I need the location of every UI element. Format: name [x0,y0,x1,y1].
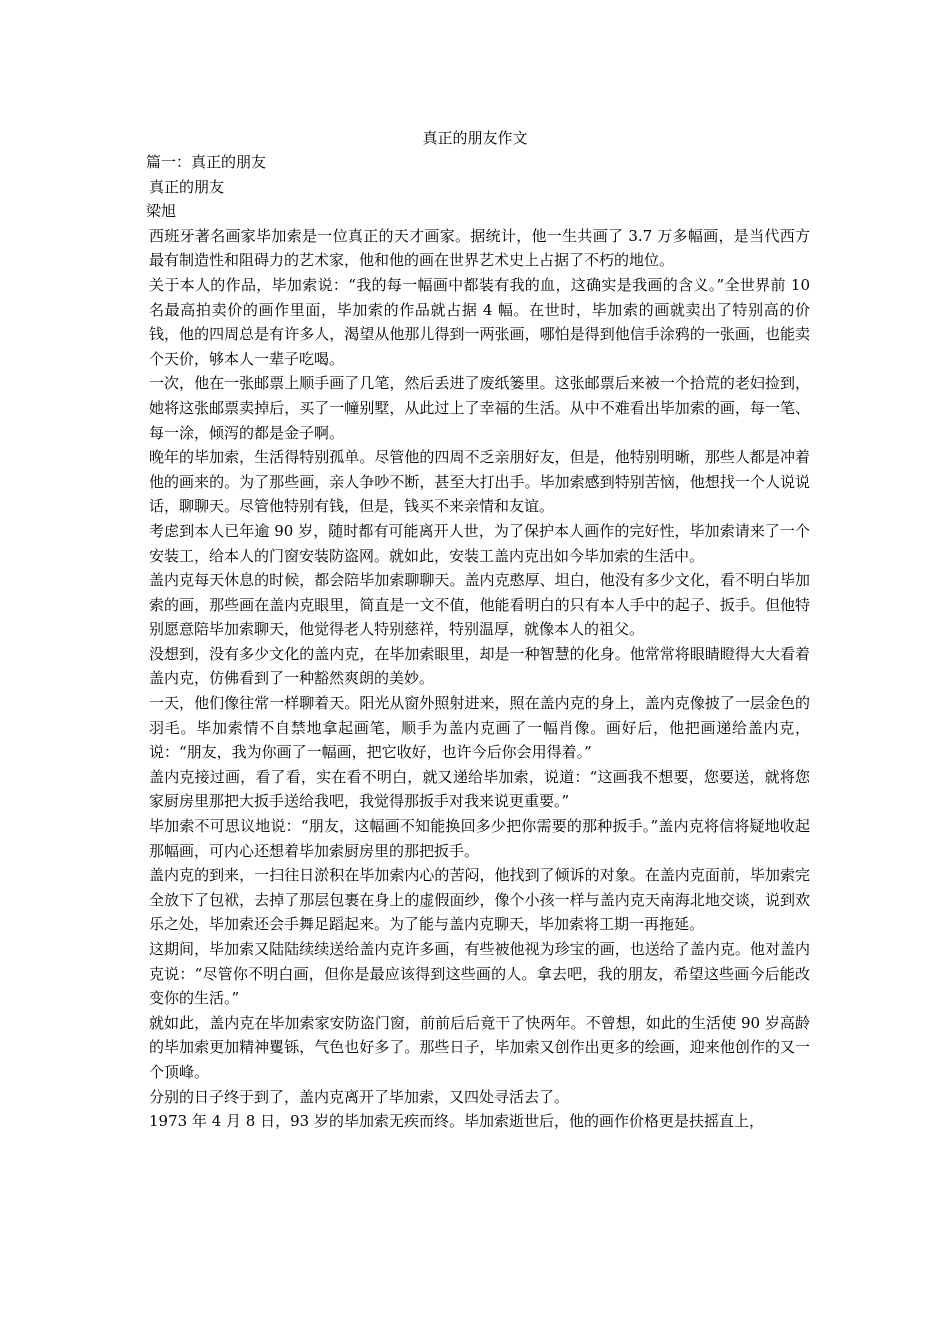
document-title: 真正的朋友作文 [422,129,528,147]
paragraph: 一次，他在一张邮票上顺手画了几笔，然后丢进了废纸篓里。这张邮票后来被一个拾荒的老妇捡到，她将这张邮票卖掉后，买了一幢别墅，从此过上了幸福的生活。从中不难看出毕加索的画，每一笔、每一涂，倾泻的都是金子啊。 [149,374,810,442]
paragraph: 关于本人的作品，毕加索说：“我的每一幅画中都装有我的血，这确实是我画的含义。”全世界前 10 名最高拍卖价的画作里面，毕加索的作品就占据 4 幅。在世时，毕加索的画就卖出了特别高的价钱，他的四周总是有许多人，渴望从他那儿得到一两张画，哪怕是得到他信手涂鸦的一张画，也能卖个天价，够本人一辈子吃喝。 [149,275,810,368]
author-name: 梁旭 [146,202,177,221]
paragraph: 晚年的毕加索，生活得特别孤单。尽管他的四周不乏亲朋好友，但是，他特别明晰，那些人都是冲着他的画来的。为了那些画，亲人争吵不断，甚至大打出手。毕加索感到特别苦恼，他想找一个人说说话，聊聊天。尽管他特别有钱，但是，钱买不来亲情和友谊。 [149,448,810,516]
paragraph: 盖内克每天休息的时候，都会陪毕加索聊聊天。盖内克憨厚、坦白，他没有多少文化，看不明白毕加索的画，那些画在盖内克眼里，简直是一文不值，他能看明白的只有本人手中的起子、扳手。但他特别愿意陪毕加索聊天，他觉得老人特别慈祥，特别温厚，就像本人的祖父。 [149,571,810,639]
paragraph: 盖内克接过画，看了看，实在看不明白，就又递给毕加索，说道：“这画我不想要，您要送，就将您家厨房里那把大扳手送给我吧，我觉得那扳手对我来说更重要。” [149,767,810,811]
paragraph: 这期间，毕加索又陆陆续续送给盖内克许多画，有些被他视为珍宝的画，也送给了盖内克。他对盖内克说：“尽管你不明白画，但你是最应该得到这些画的人。拿去吧，我的朋友，希望这些画今后能改变你的生活。” [149,940,810,1008]
paragraph: 没想到，没有多少文化的盖内克，在毕加索眼里，却是一种智慧的化身。他常常将眼睛瞪得大大看着盖内克，仿佛看到了一种豁然爽朗的美妙。 [149,644,810,688]
paragraph: 考虑到本人已年逾 90 岁，随时都有可能离开人世，为了保护本人画作的完好性，毕加索请来了一个安装工，给本人的门窗安装防盗网。就如此，安装工盖内克出如今毕加索的生活中。 [149,521,810,565]
paragraph: 分别的日子终于到了，盖内克离开了毕加索，又四处寻活去了。 [149,1087,570,1106]
paragraph: 1973 年 4 月 8 日，93 岁的毕加索无疾而终。毕加索逝世后，他的画作价格更是扶摇直上， [149,1112,764,1131]
document-body [146,150,810,1134]
paragraph: 西班牙著名画家毕加索是一位真正的天才画家。据统计，他一生共画了 3.7 万多幅画，是当代西方最有制造性和阻碍力的艺术家，他和他的画在世界艺术史上占据了不朽的地位。 [149,226,810,270]
paragraph: 就如此，盖内克在毕加索家安防盗门窗，前前后后竟干了快两年。不曾想，如此的生活使 90 岁高龄的毕加索更加精神矍铄，气色也好多了。那些日子，毕加索又创作出更多的绘画，迎来他创作的又一个顶峰。 [149,1013,810,1081]
article-title: 真正的朋友 [149,177,225,196]
paragraph: 盖内克的到来，一扫往日淤积在毕加索内心的苦闷，他找到了倾诉的对象。在盖内克面前，毕加索完全放下了包袱，去掉了那层包裹在身上的虚假面纱，像个小孩一样与盖内克天南海北地交谈，说到欢乐之处，毕加索还会手舞足蹈起来。为了能与盖内克聊天，毕加索将工期一再拖延。 [149,866,810,934]
paragraph: 毕加索不可思议地说：“朋友，这幅画不知能换回多少把你需要的那种扳手。”盖内克将信将疑地收起那幅画，可内心还想着毕加索厨房里的那把扳手。 [149,817,810,860]
paragraph: 一天，他们像往常一样聊着天。阳光从窗外照射进来，照在盖内克的身上，盖内克像披了一层金色的羽毛。毕加索情不自禁地拿起画笔，顺手为盖内克画了一幅肖像。画好后，他把画递给盖内克，说：“朋友，我为你画了一幅画，把它收好，也许今后你会用得着。” [149,694,810,762]
section-heading: 篇一：真正的朋友 [146,153,267,171]
